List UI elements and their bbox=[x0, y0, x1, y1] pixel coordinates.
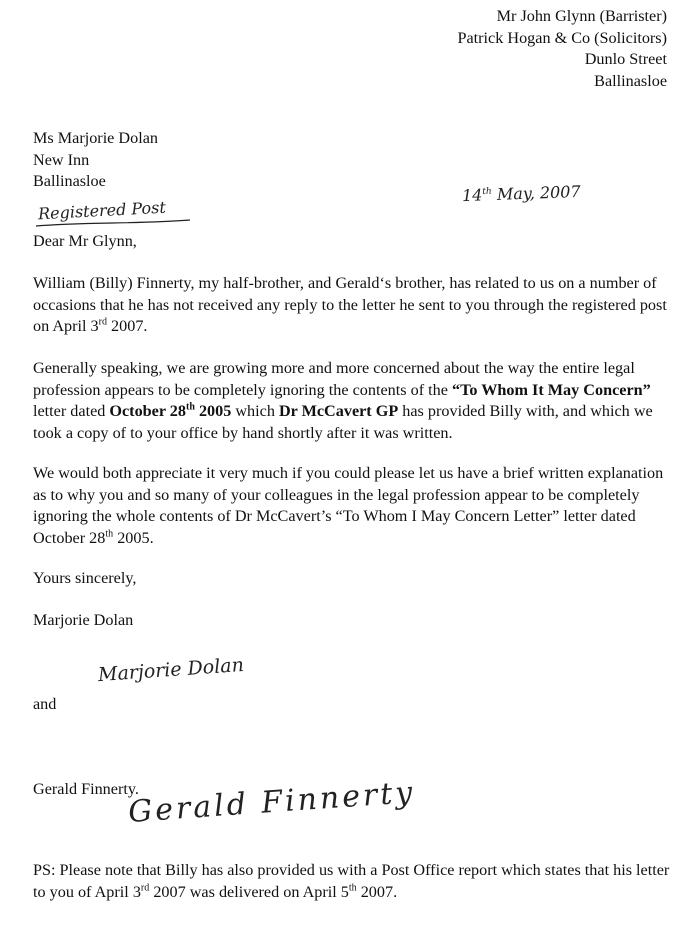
recipient-address bbox=[457, 6, 667, 92]
recipient-line: Ballinasloe bbox=[594, 71, 667, 90]
and-text: and bbox=[33, 695, 57, 713]
paragraph-2: Generally speaking, we are growing more and more concerned about the way the entire legal profession appears to be completely ignoring the contents of the “To Whom It May Concern” letter dated October 28th 2005 which Dr McCavert GP has provided Billy with, and which we took a copy of to your office by hand shortly after it was written. bbox=[33, 359, 653, 442]
closing: Yours sincerely, bbox=[33, 569, 137, 587]
signature-marjorie: Marjorie Dolan bbox=[97, 653, 245, 687]
paragraph-3: We would both appreciate it very much if you could please let us have a brief written explanation as to why you and so many of your colleagues in the legal profession appear to be completely ignoring the whole contents of Dr McCavert’s “To Whom I May Concern Letter” letter dated October 28th 2005. bbox=[33, 464, 664, 547]
signer-name-2: Gerald Finnerty. bbox=[33, 780, 139, 798]
sender-address bbox=[33, 128, 158, 193]
sender-line: Ms Marjorie Dolan bbox=[33, 129, 158, 147]
signer-name-1: Marjorie Dolan bbox=[33, 611, 134, 629]
postscript: PS: Please note that Billy has also provided us with a Post Office report which states that his letter to you of April 3rd 2007 was delivered on April 5th 2007. bbox=[33, 861, 670, 901]
salutation: Dear Mr Glynn, bbox=[33, 232, 137, 250]
recipient-line: Patrick Hogan & Co (Solicitors) bbox=[457, 28, 667, 47]
handwritten-registered-post-note: Registered Post bbox=[37, 197, 167, 224]
recipient-line: Mr John Glynn (Barrister) bbox=[496, 7, 667, 25]
recipient-line: Dunlo Street bbox=[584, 50, 667, 68]
sender-line: New Inn bbox=[33, 150, 90, 169]
paragraph-1: William (Billy) Finnerty, my half-brother, and Gerald‘s brother, has related to us on a number of occasions that he has not received any reply to the letter he sent to you through the registered post on April 3rd 2007. bbox=[33, 274, 667, 335]
sender-line: Ballinasloe bbox=[33, 172, 106, 190]
signature-gerald: Gerald Finnerty bbox=[127, 775, 417, 830]
handwritten-date: 14th May, 2007 bbox=[461, 181, 581, 206]
